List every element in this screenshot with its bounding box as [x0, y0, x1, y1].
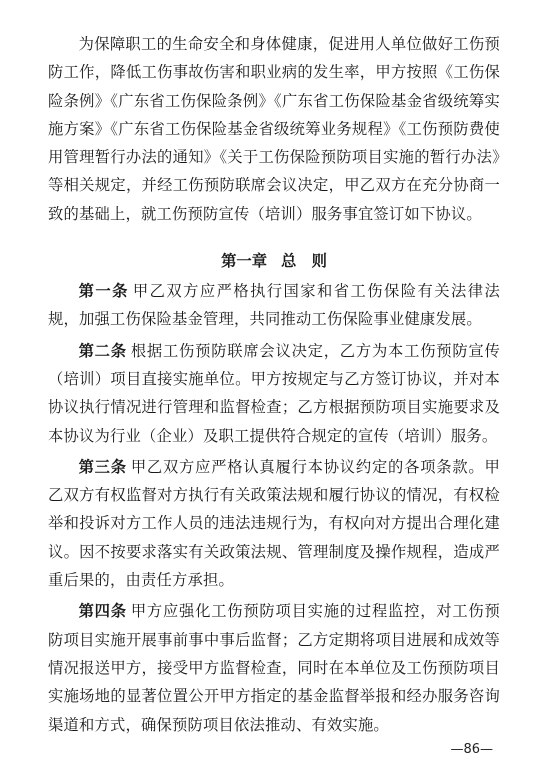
chapter-number: 第一章 — [221, 252, 267, 271]
document-page — [48, 30, 500, 742]
article-1 — [48, 277, 500, 334]
article-3-text: 甲乙双方应严格认真履行本协议约定的各项条款。甲乙双方有权监督对方执行有关政策法规和履行协议的情况，有权检举和投诉对方工作人员的违法违规行为，有权向对方提出合理化建议。因不按要求落实有关政策法规、管理制度及操作规程，造成严重后果的，由责任方承担。 — [48, 457, 500, 590]
article-4-heading: 第四条 — [78, 602, 127, 621]
chapter-title: 总 则 — [281, 252, 327, 271]
article-3-heading: 第三条 — [78, 457, 127, 476]
article-4 — [48, 597, 500, 738]
article-4-text: 甲方应强化工伤预防项目实施的过程监控，对工伤预防项目实施开展事前事中事后监督；乙方定期将项目进展和成效等情况报送甲方，接受甲方监督检查，同时在本单位及工伤预防项目实施场地的显著位置公开甲方指定的基金监督举报和经办服务咨询渠道和方式，确保预防项目依法推动、有效实施。 — [48, 602, 500, 734]
page-number: —86— — [450, 742, 493, 757]
article-2-heading: 第二条 — [78, 341, 127, 360]
chapter-heading — [48, 248, 500, 274]
article-2 — [48, 337, 500, 450]
article-1-text: 甲乙双方应严格执行国家和省工伤保险有关法律法规，加强工伤保险基金管理，共同推动工伤保险事业健康发展。 — [48, 282, 500, 329]
intro-paragraph: 为保障职工的生命安全和身体健康，促进用人单位做好工伤预防工作，降低工伤事故伤害和职业病的发生率，甲方按照《工伤保险条例》《广东省工伤保险条例》《广东省工伤保险基金省级统筹实施方案》《广东省工伤保险基金省级统筹业务规程》《工伤预防费使用管理暂行办法的通知》《关于工伤保险预防项目实施的暂行办法》等相关规定，并经工伤预防联席会议决定，甲乙双方在充分协商一致的基础上，就工伤预防宣传（培训）服务事宜签订如下协议。 — [48, 35, 500, 223]
article-1-heading: 第一条 — [78, 282, 129, 301]
article-3 — [48, 453, 500, 594]
article-2-text: 根据工伤预防联席会议决定，乙方为本工伤预防宣传（培训）项目直接实施单位。甲方按规定与乙方签订协议，并对本协议执行情况进行管理和监督检查；乙方根据预防项目实施要求及本协议为行业（企业）及职工提供符合规定的宣传（培训）服务。 — [48, 341, 500, 445]
